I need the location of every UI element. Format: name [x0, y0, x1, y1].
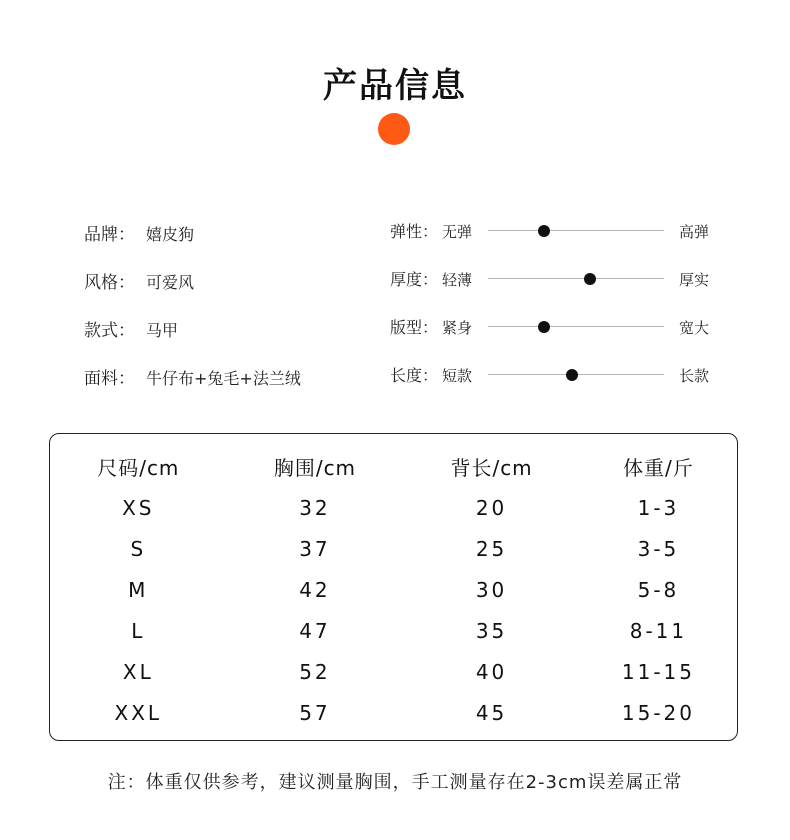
table-cell: 42	[299, 577, 331, 602]
page-title: 产品信息	[323, 66, 467, 106]
scale-high-label: 长款	[679, 367, 710, 385]
scale-knob	[538, 225, 550, 237]
scale-label: 弹性：	[390, 222, 439, 241]
scale-low-label: 紧身	[442, 319, 473, 337]
table-row	[50, 528, 737, 569]
table-row	[50, 487, 737, 528]
product-attributes	[84, 220, 301, 412]
table-cell: XXL	[114, 700, 163, 725]
scale-knob	[538, 321, 550, 333]
table-cell: 35	[475, 618, 508, 643]
table-cell: 11-15	[621, 659, 695, 684]
table-cell: 37	[299, 536, 331, 561]
scale-low-label: 短款	[442, 367, 473, 385]
attribute-value: 可爱风	[146, 273, 195, 292]
scale-high-label: 宽大	[679, 319, 710, 337]
attribute-brand	[84, 220, 301, 268]
product-scales	[390, 219, 720, 411]
table-cell: XS	[122, 495, 155, 520]
attribute-type	[84, 316, 301, 364]
column-header: 体重/斤	[623, 456, 694, 480]
table-header-row	[50, 446, 737, 487]
table-cell: 52	[299, 659, 331, 684]
scale-low-label: 无弹	[442, 223, 473, 241]
attribute-value: 嬉皮狗	[146, 225, 195, 244]
table-cell: 25	[475, 536, 508, 561]
scale-track	[488, 326, 664, 327]
column-header: 尺码/cm	[97, 456, 180, 480]
table-cell: XL	[122, 659, 154, 684]
attribute-label: 面料：	[84, 369, 135, 389]
table-row	[50, 651, 737, 692]
size-table	[50, 446, 737, 733]
scale-high-label: 厚实	[679, 271, 710, 289]
attribute-label: 款式：	[84, 321, 135, 341]
table-cell: 47	[299, 618, 331, 643]
attribute-label: 风格：	[84, 273, 135, 293]
attribute-value: 马甲	[146, 321, 179, 340]
scale-track	[488, 278, 664, 279]
scale-thickness	[390, 267, 720, 315]
scale-knob	[566, 369, 578, 381]
scale-fit	[390, 315, 720, 363]
table-cell: M	[128, 577, 149, 602]
scale-label: 长度：	[390, 366, 439, 385]
size-note: 注：体重仅供参考，建议测量胸围，手工测量存在2-3cm误差属正常	[107, 772, 683, 793]
scale-track	[488, 230, 664, 231]
table-cell: 20	[475, 495, 508, 520]
scale-label: 版型：	[390, 318, 439, 337]
column-header: 胸围/cm	[273, 456, 357, 480]
table-row	[50, 610, 737, 651]
scale-track	[488, 374, 664, 375]
table-cell: 45	[475, 700, 508, 725]
scale-knob	[584, 273, 596, 285]
table-cell: 15-20	[621, 700, 695, 725]
table-cell: 1-3	[637, 495, 680, 520]
attribute-label: 品牌：	[84, 225, 135, 245]
accent-dot	[378, 113, 410, 145]
table-cell: 5-8	[637, 577, 680, 602]
table-cell: 40	[475, 659, 508, 684]
table-cell: 3-5	[637, 536, 680, 561]
table-cell: L	[131, 618, 146, 643]
column-header: 背长/cm	[450, 456, 533, 480]
scale-low-label: 轻薄	[442, 271, 473, 289]
size-chart	[49, 433, 738, 741]
table-row	[50, 569, 737, 610]
table-cell: 8-11	[629, 618, 688, 643]
attribute-fabric	[84, 364, 301, 412]
attribute-style	[84, 268, 301, 316]
scale-label: 厚度：	[390, 270, 439, 289]
scale-high-label: 高弹	[679, 223, 710, 241]
attribute-value: 牛仔布+兔毛+法兰绒	[146, 369, 301, 388]
table-cell: 30	[475, 577, 508, 602]
table-cell: 57	[299, 700, 331, 725]
table-row	[50, 692, 737, 733]
scale-length	[390, 363, 720, 411]
table-cell: S	[130, 536, 147, 561]
table-cell: 32	[299, 495, 331, 520]
scale-elasticity	[390, 219, 720, 267]
